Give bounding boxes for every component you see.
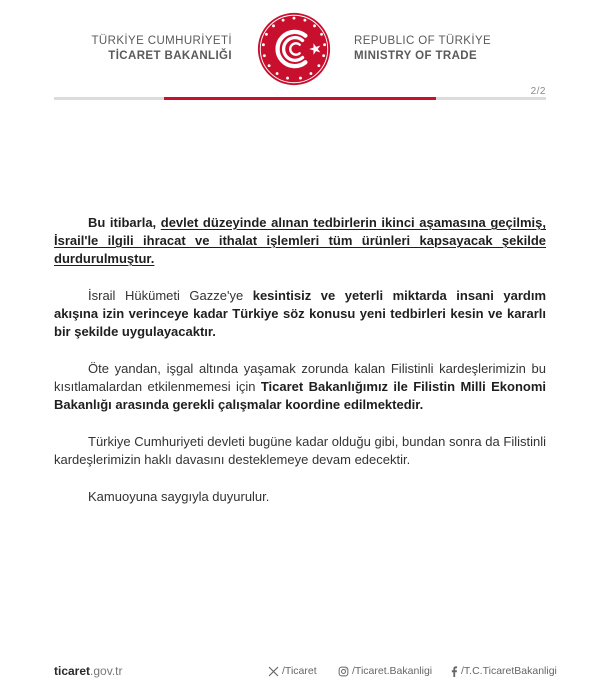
website-domain: .gov.tr [90, 664, 123, 678]
instagram-icon [338, 666, 349, 677]
facebook-icon [450, 666, 458, 677]
x-icon [268, 666, 279, 677]
header-divider-accent [164, 97, 436, 100]
page-number: 2/2 [530, 86, 546, 97]
paragraph-4: Türkiye Cumhuriyeti devleti bugüne kadar olduğu gibi, bundan sonra da Filistinli kardeşlerimizin haklı davasını desteklemeye devam edecektir. [54, 434, 546, 467]
letterhead-turkish [92, 34, 233, 64]
facebook-link[interactable] [450, 665, 557, 677]
letterhead [0, 0, 600, 110]
paragraph-1-emphasis: devlet düzeyinde alınan tedbirlerin ikinci aşamasına geçilmiş, İsrail'le ilgili ihracat ve ithalat işlemleri tüm ürünleri kapsayacak şekilde durdurulmuştur. [54, 215, 546, 266]
letterhead-turkish-line1: TÜRKİYE CUMHURİYETİ [91, 35, 232, 47]
paragraph-5: Kamuoyuna saygıyla duyurulur. [88, 489, 270, 504]
instagram-link[interactable] [338, 665, 432, 677]
paragraph-3-emphasis: Ticaret Bakanlığımız ile Filistin Milli Ekonomi Bakanlığı arasında gerekli çalışmalar koordine edilmektedir. [54, 379, 547, 412]
paragraph-2-emphasis: kesintisiz ve yeterli miktarda insani yardım akışına izin verinceye kadar Türkiye söz konusu yeni tedbirleri kesin ve kararlı bir şekilde uygulayacaktır. [54, 288, 547, 339]
letterhead-turkish-line2: TİCARET BAKANLIĞI [108, 50, 232, 62]
paragraph-3-lead: Öte yandan, işgal altında yaşamak zorunda kalan Filistinli kardeşlerimizin bu kısıtlamalardan etkilenmemesi için [54, 361, 546, 394]
ministry-seal-icon [256, 11, 332, 87]
letterhead-english-line2: MINISTRY OF TRADE [354, 50, 478, 62]
x-link[interactable] [268, 665, 317, 677]
paragraph-2 [54, 287, 546, 341]
paragraph-2-lead: İsrail Hükümeti Gazze'ye [88, 288, 253, 303]
paragraph-3 [54, 360, 546, 414]
instagram-handle: /Ticaret.Bakanligi [352, 665, 433, 677]
statement-body [54, 214, 546, 525]
footer [54, 664, 557, 680]
letterhead-english [354, 34, 491, 64]
letterhead-english-line1: REPUBLIC OF TÜRKİYE [354, 35, 492, 47]
website-link[interactable] [54, 664, 123, 678]
paragraph-1-lead: Bu itibarla, [88, 215, 161, 230]
facebook-handle: /T.C.TicaretBakanligi [461, 665, 557, 677]
website-name: ticaret [54, 664, 91, 678]
paragraph-1 [54, 214, 546, 268]
x-handle: /Ticaret [282, 665, 317, 677]
